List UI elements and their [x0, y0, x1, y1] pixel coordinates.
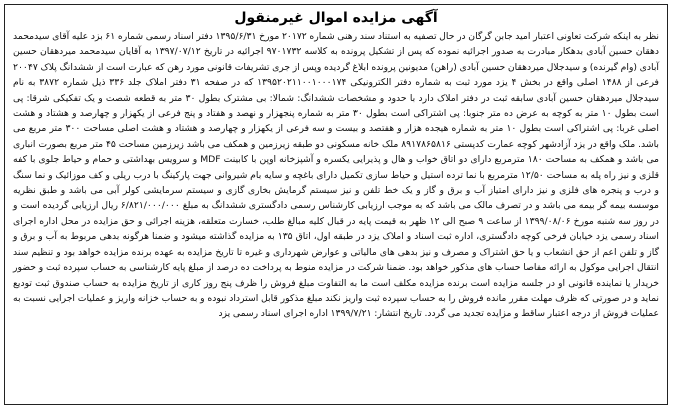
auction-notice	[4, 4, 668, 405]
notice-title: آگهی مزایده اموال غیرمنقول	[234, 10, 438, 26]
notice-body: نظر به اینکه شرکت تعاونی اعتبار امید جابن گرگان در حال تصفیه به استناد سند رهنی شماره ۲۰۱۷۲ مورخ ۱۳۹۵/۶/۳۱ دفتر اسناد رسمی شماره ۶۱ بزد علیه آقای سیدمحمد دهقان حسین آبادی بدهکار مبادرت به صدور اجرائیه نموده که پس از تشکیل پرونده به کلاسه ۹۷۰۱۷۳۲ اجرائیه در تاریخ ۱۳۹۷/۰۷/۱۲ به آقایان سیدمحمد میردهقان حسین آبادی (وام گیرنده) و سیدجلال میردهقان حسین آبادی (راهن) مدیونین پرونده ابلاغ گردیده وپس از جری تشریفات قانونی مورد رهن که عبارت است از ششدانگ پلاک ۲۰۰۴۷ فرعی از ۱۴۸۸ اصلی واقع در بخش ۴ یزد مورد ثبت به شماره دفتر الکترونیکی ۱۳۹۵۲۰۲۱۱۰۰۱۰۰۰۱۷۴ که در صفحه ۳۱ دفتر املاک جلد ۳۳۶ ذیل شماره ۳۸۷۲ به نام سیدجلال میردهقان حسین آبادی سابقه ثبت در دفتر املاک دارد با حدود و مشخصات ششدانگ: شمالا: بی مشترک بطول ۳۰ متر به قطعه شصت و یک تفکیکی شرقا: پی است بطول ۱۰ متر به کوچه به عرض ده متر جنوبا: پی اشتراکی است بطول ۳۰ متر به شماره پنجهزار و نهصد و هفتاد و پنج فرعی از یکهزار و چهارصد و هشتاد و هشت اصلی غربا: پی اشتراکی است بطول ۱۰ متر به شماره هیجده هزار و هفتصد و بیست و سه فرعی از یکهزار و چهارصد و هشتاد و هشت اصلی مساحت ۳۰۰ متر مربع می باشد. ملک واقع در یزد آزادشهر کوچه عمارت کدپستی ۸۹۱۷۸۶۵۸۱۶ ملک خانه مسکونی دو طبقه زیرزمین و همکف می باشد زیرزمین مساحت ۴۵ متر مربع بصورت انباری می باشد و همکف به مساحت ۱۸۰ مترمربع دارای دو اتاق خواب و هال و پذیرایی یکسره و آشپزخانه اوپن با کابینت MDF و سرویس بهداشتی و حمام و حیاط جلوی با کفه قلزی و نیز راه پله به مساحت ۱۲/۵۰ مترمربع با نما ترده استیل و حیاط سازی تکمیل دارای باغچه و سایه بام شیروانی جهت پارکینگ با درب ریلی و کف موزائیک و نما سنگ و درب و پنجره های فلزی و نیز دارای امتیاز آب و برق و گاز و یک خط تلفن و نیز سیستم گرمایش بخاری گازی و سیستم سرمایشی کولر آبی می باشد و طبق نظریه موسسه بیمه گر بیمه می باشد و در تصرف مالک می باشد که به موجب ارزیابی کارشناس رسمی دادگستری ششدانگ به مبلغ ۶/۸۲۱/۰۰۰/۰۰۰ ریال ارزیابی گردیده است و در روز سه شنبه مورخ ۱۳۹۹/۰۸/۰۶ از ساعت ۹ صبح الی ۱۲ ظهر به قیمت پایه در قبال کلیه مبالغ طلب، خسارت متعلقه، هزینه اجرائی و حق مزایده در محل اداره اجرای اسناد رسمی یزد خیابان فرخی کوچه دادگستری، اداره ثبت اسناد و املاک یزد در طبقه اول، اتاق ۱۳۵ به مزایده گذاشته میشود و ضمنا هرگونه بدهی مربوط به آب و برق و گاز و تلفن اعم از حق انشعاب و یا حق اشتراک و مصرف و نیز بدهی های مالیاتی و عوارض شهرداری و غیره تا تاریخ مزایده به عهده برنده مزایده خواهد بود و تنظیم سند انتقال اجرایی موکول به ارائه مفاصا حساب های مذکور خواهد بود. ضمنا شرکت در مزایده منوط به پرداخت ده درصد از مبلغ پایه کارشناسی به حساب سپرده ثبت و حضور خریدار یا نماینده قانونی او در جلسه مزایده است برنده مزایده مکلف است ما به التفاوت مبلغ فروش را ظرف پنج روز کاری از تاریخ مزایده به حساب صندوق ثبت تودیع نماید و در صورتی که ظرف مهلت مقرر مانده فروش را به حساب سپرده ثبت واریز نکند مبلغ مذکور قابل استرداد نبوده و به حساب خزانه واریز و عملیات اجرایی نسبت به عملیات فروش از درجه اعتبار ساقط و مزایده تجدید می گردد. تاریخ انتشار: ۱۳۹۹/۷/۲۱ اداره اجرای اسناد رسمی یزد	[13, 31, 660, 320]
